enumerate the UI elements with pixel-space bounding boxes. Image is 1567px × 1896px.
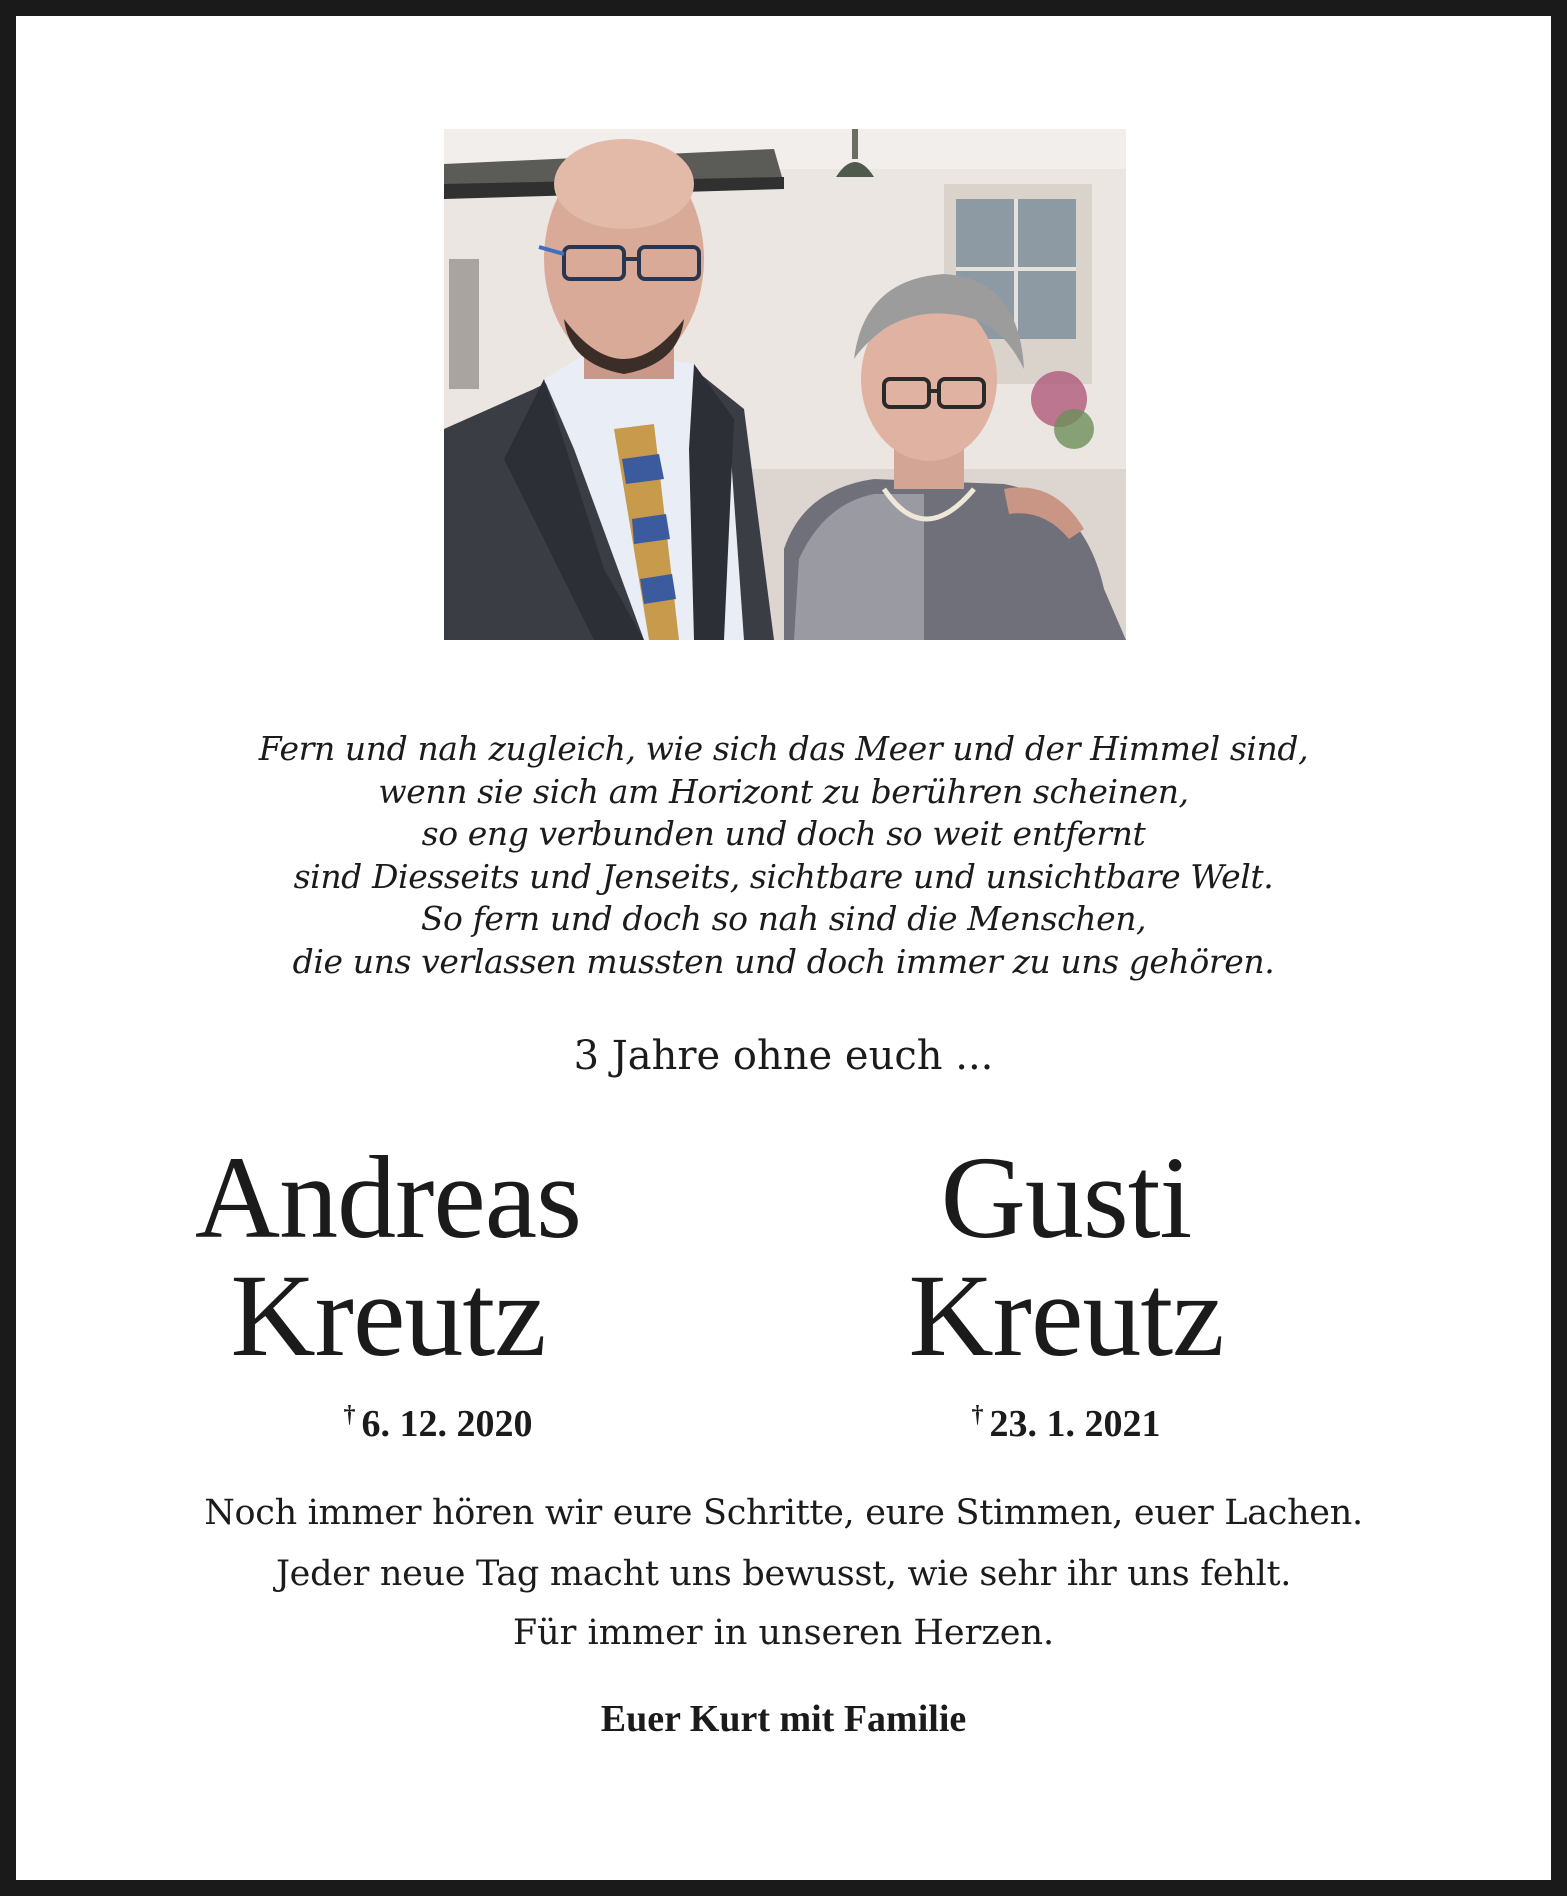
death-date-andreas [288, 1395, 588, 1444]
message-line: Noch immer hören wir eure Schritte, eure Stimmen, euer Lachen. [204, 1493, 1363, 1533]
death-date-gusti [896, 1395, 1236, 1444]
poem-line: sind Diesseits und Jenseits, sichtbare und unsichtbare Welt. [293, 856, 1274, 896]
poem-line: die uns verlassen mussten und doch immer zu uns gehören. [292, 941, 1275, 981]
first-name: Gusti [940, 1132, 1192, 1263]
first-name: Andreas [194, 1132, 582, 1263]
last-name: Kreutz [908, 1250, 1224, 1381]
last-name: Kreutz [230, 1250, 546, 1381]
years-text: 3 Jahre ohne euch ... [573, 1033, 994, 1079]
closing-line: Für immer in unseren Herzen. [512, 1613, 1055, 1653]
memorial-photo-image [444, 129, 1126, 640]
memorial-photo [444, 129, 1126, 640]
obituary-page [16, 16, 1551, 1880]
signature: Euer Kurt mit Familie [600, 1698, 967, 1740]
message-line: Jeder neue Tag macht uns bewusst, wie sehr ihr uns fehlt. [275, 1554, 1292, 1594]
poem-line: Fern und nah zugleich, wie sich das Meer und der Himmel sind, [258, 729, 1309, 768]
memorial-message [16, 1483, 1551, 1605]
death-date: 23. 1. 2021 [989, 1403, 1161, 1445]
person-name-gusti [796, 1132, 1336, 1381]
death-date: 6. 12. 2020 [361, 1403, 533, 1445]
poem-line: So fern und doch so nah sind die Menschen, [420, 899, 1147, 938]
poem [16, 728, 1551, 983]
poem-line: so eng verbunden und doch so weit entfernt [421, 814, 1146, 853]
poem-line: wenn sie sich am Horizont zu berühren scheinen, [378, 771, 1189, 811]
person-name-andreas [188, 1132, 588, 1381]
cross-icon: † [971, 1402, 984, 1428]
cross-icon: † [343, 1402, 356, 1428]
